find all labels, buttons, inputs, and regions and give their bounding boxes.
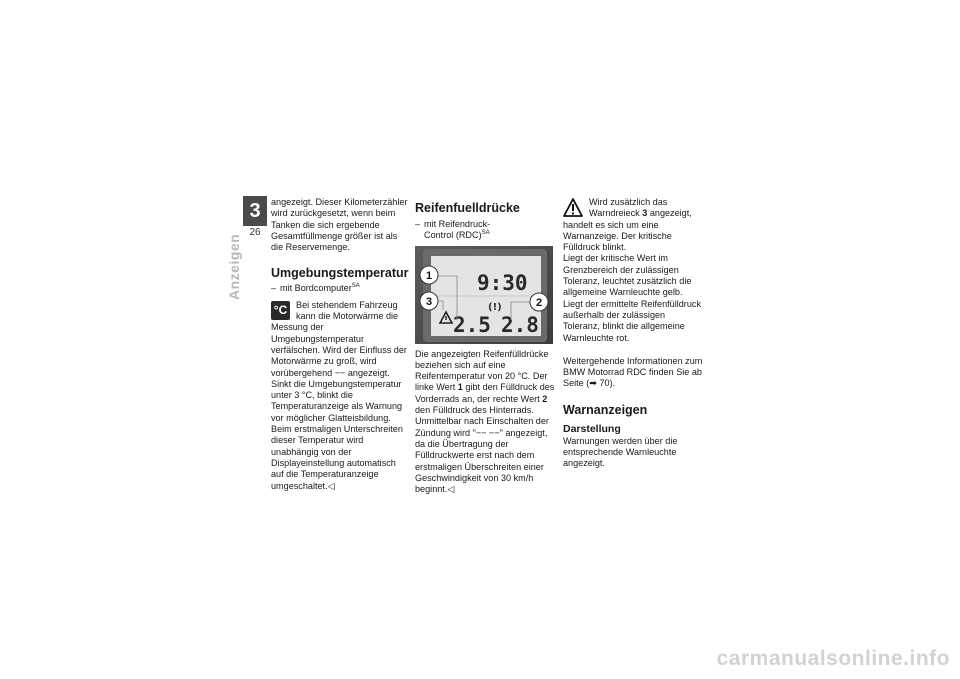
chapter-title: Anzeigen [226, 233, 242, 300]
body-paragraph: Die angezeigten Reifenfülldrücke beziehen sich auf eine Reifentemperatur von 20 °C. Der linke Wert 1 gibt den Fülldruck des Vorderrads an, der rechte Wert 2 den Fülldruck des Hinterrads. Unmittelbar nach Einschalten der Zündung wird "−− −−" angezeigt, da die Übertragung der Fülldruckwerte erst nach dem erstmaligen Überschreiten einer Geschwindigkeit von 30 km/h beginnt.◁ [415, 348, 555, 495]
page-number: 26 [249, 227, 261, 238]
arrow-right-icon: ➡ [589, 378, 597, 389]
body-paragraph: Sinkt die Umgebungstemperatur unter 3 °C, blinkt die Temperaturanzeige als Warnung vor möglicher Glatteisbildung. Beim erstmaligen Unterschreiten dieser Temperatur wird unabhängig von der Displayeinstellung automatisch auf die Temperaturanzeige umgeschaltet.◁ [271, 378, 403, 491]
front-pressure-value: 2.5 [453, 312, 491, 337]
end-mark: ◁ [327, 480, 335, 491]
temperature-icon: °C [271, 301, 290, 320]
note-text: Bei stehendem Fahrzeug kann die Motorwärme die Messung der Umgebungstemperatur verfälschen. Wird der Einfluss der Motorwärme zu groß, wird vorübergehend −− angezeigt. [271, 299, 407, 378]
body-paragraph-3: Warnungen werden über die entsprechende Warnleuchte angezeigt. [563, 435, 678, 469]
watermark: carmanualsonline.info [716, 647, 950, 670]
feature-bullet: – mit Reifendruck- Control (RDC)$^{SA}$ [415, 219, 491, 241]
warning-triangle-icon [563, 198, 583, 217]
column-1 [271, 197, 411, 492]
chapter-number: 3 [243, 196, 267, 226]
note-text: Wird zusätzlich das Warndreieck 3 angezeigt, handelt es sich um eine Warnanzeige. Der kritische Fülldruck blinkt. [563, 197, 692, 253]
callout-3-label: 3 [425, 295, 433, 308]
warning-note [563, 197, 703, 253]
callout-2-label: 2 [535, 296, 543, 309]
intro-paragraph: angezeigt. Dieser Kilometerzähler wird zurückgesetzt, wenn beim Tanken die sich ergebende Gesamtfüllmenge größer ist als die Reservemenge. [271, 197, 408, 253]
body-paragraph-2: Weitergehende Informationen zum BMW Motorrad RDC finden Sie ab Seite (➡ 70). [563, 355, 703, 389]
clock-time: 9:30 [477, 270, 528, 295]
section-heading-warnings: Warnanzeigen [563, 402, 648, 417]
subheading-display: Darstellung [563, 422, 621, 435]
rdc-display-image [415, 246, 553, 344]
section-heading-temperature: Umgebungstemperatur [271, 266, 409, 281]
end-mark: ◁ [447, 484, 455, 495]
section-heading-tire-pressure: Reifenfuelldrücke [415, 201, 520, 215]
column-3 [563, 197, 703, 470]
rdc-display-svg [415, 246, 553, 344]
tire-icon: (!) [488, 301, 502, 313]
page-reference[interactable]: 70 [599, 378, 610, 389]
rear-pressure-value: 2.8 [501, 312, 539, 337]
column-2 [415, 201, 555, 495]
feature-bullet: – mit Bordcomputer$^{SA}$ [271, 283, 360, 294]
body-paragraph-1: Liegt der kritische Wert im Grenzbereich der zulässigen Toleranz, leuchtet zusätzlich die allgemeine Warnleuchte gelb. Liegt der ermittelte Reifenfülldruck außerhalb der zulässigen Toleranz, blinkt die allgemeine Warnleuchte rot. [563, 253, 701, 343]
callout-1-label: 1 [425, 269, 433, 282]
temperature-note [271, 300, 411, 379]
